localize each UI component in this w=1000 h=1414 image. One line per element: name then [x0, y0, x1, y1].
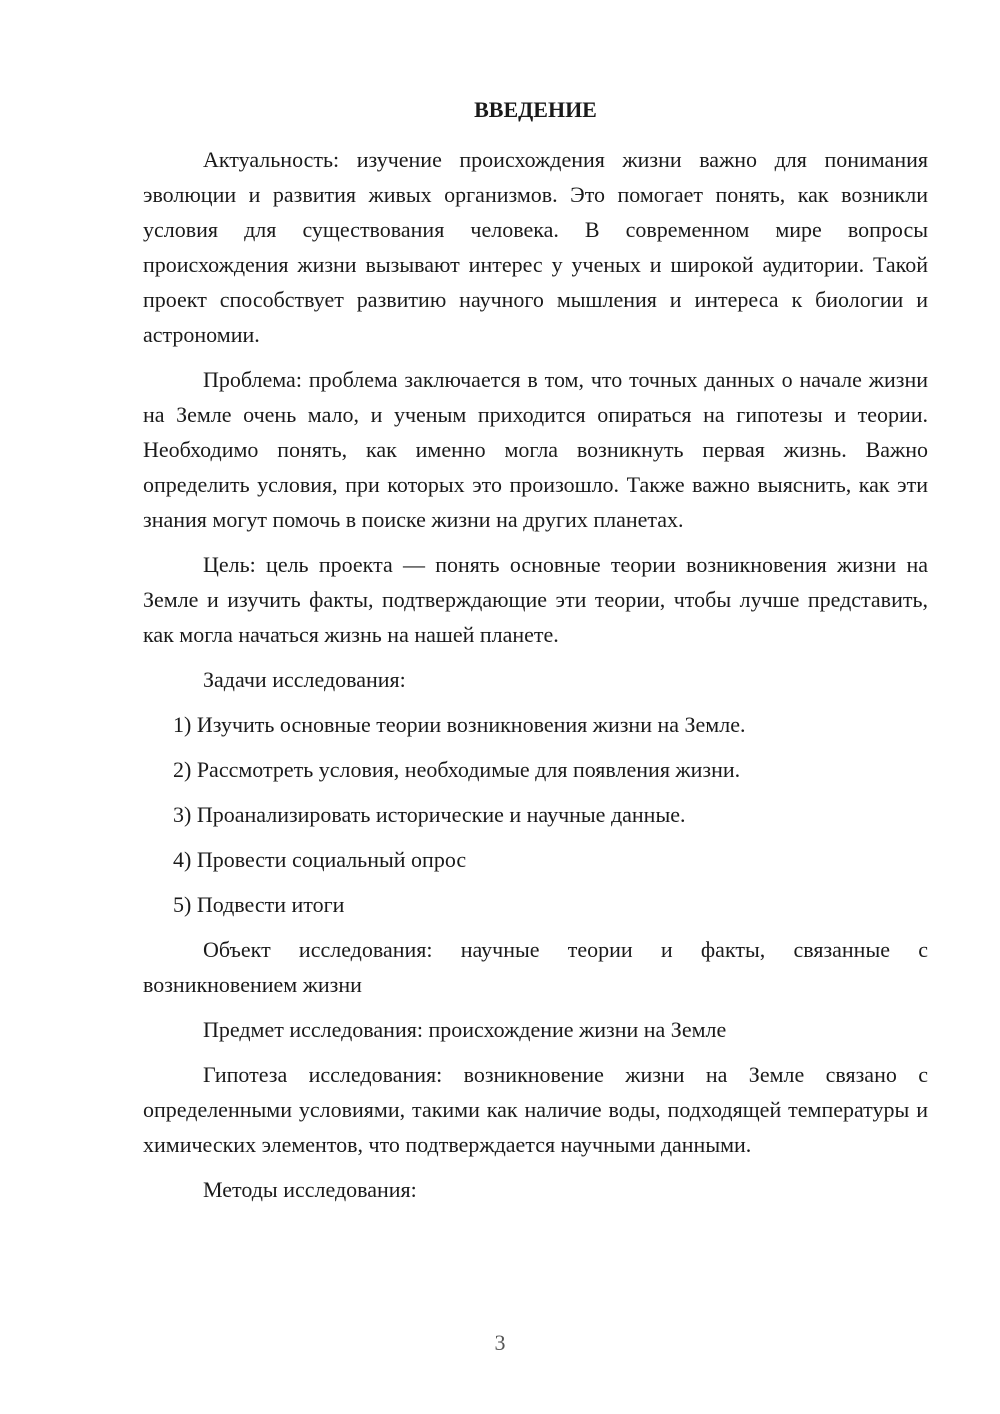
paragraph-goal: Цель: цель проекта — понять основные теории возникновения жизни на Земле и изучить факты, подтверждающие эти теории, чтобы лучше представить, как могла начаться жизнь на нашей планете.: [143, 552, 928, 647]
paragraph-subject: Предмет исследования: происхождение жизни на Земле: [203, 1017, 727, 1042]
list-item: 3) Проанализировать исторические и научные данные.: [173, 802, 686, 827]
list-item: 1) Изучить основные теории возникновения жизни на Земле.: [173, 712, 746, 737]
tasks-heading: Задачи исследования:: [203, 667, 406, 692]
paragraph-problem: Проблема: проблема заключается в том, что точных данных о начале жизни на Земле очень мало, и ученым приходится опираться на гипотезы и теории. Необходимо понять, как именно могла возникнуть первая жизнь. Важно определить условия, при которых это произошло. Также важно выяснить, как эти знания могут помочь в поиске жизни на других планетах.: [143, 367, 928, 532]
list-item: 2) Рассмотреть условия, необходимые для появления жизни.: [173, 757, 741, 782]
page-number: 3: [494, 1330, 506, 1355]
tasks-list: [143, 707, 928, 922]
page-title: ВВЕДЕНИЕ: [474, 97, 597, 122]
list-item: 4) Провести социальный опрос: [173, 847, 467, 872]
paragraph-hypothesis: Гипотеза исследования: возникновение жизни на Земле связано с определенными условиями, такими как наличие воды, подходящей температуры и химических элементов, что подтверждается научными данными.: [143, 1062, 928, 1157]
paragraph-object: Объект исследования: научные теории и факты, связанные с возникновением жизни: [143, 937, 928, 997]
methods-heading: Методы исследования:: [203, 1177, 417, 1202]
paragraph-relevance: Актуальность: изучение происхождения жизни важно для понимания эволюции и развития живых организмов. Это помогает понять, как возникли условия для существования человека. В современном мире вопросы происхождения жизни вызывают интерес у ученых и широкой аудитории. Такой проект способствует развитию научного мышления и интереса к биологии и астрономии.: [143, 147, 928, 347]
list-item: 5) Подвести итоги: [173, 892, 345, 917]
document-page: [143, 92, 928, 1217]
